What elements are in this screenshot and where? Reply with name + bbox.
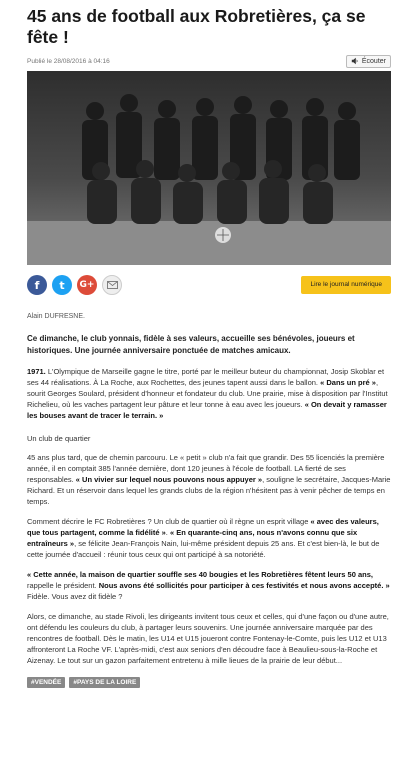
paragraph-1-quote: « Dans un pré » <box>320 378 376 387</box>
paragraph-1-quote: « On devait y ramasser les bouses avant de tracer le terrain. » <box>27 400 387 420</box>
twitter-icon: t <box>59 278 65 292</box>
tag-list <box>27 677 391 688</box>
author: Alain DUFRESNE. <box>27 313 85 320</box>
paragraph-2-quote: « Un vivier sur lequel nous pouvons nous appuyer » <box>75 475 263 484</box>
digital-journal-button[interactable]: Lire le journal numérique <box>301 276 391 294</box>
paragraph-2-text: 45 ans plus tard, que de chemin parcouru. Le « petit » club n'a fait que grandir. Des 55 licenciés la première année, il en comptait 385 l'année dernière, dont 120 jeunes à l'école de football. LA fierté de ses responsables. <box>27 453 385 484</box>
listen-button[interactable] <box>346 55 391 68</box>
paragraph-4-quote: Nous avons été sollicités pour participer à ces festivités et nous avons accepté. » <box>98 581 390 590</box>
mail-icon <box>107 281 118 289</box>
paragraph-1-lead: 1971. <box>27 367 46 376</box>
meta-row <box>27 54 391 68</box>
tag-pays-de-la-loire[interactable]: #PAYS DE LA LOIRE <box>69 677 140 688</box>
paragraph-3-quote: « En quarante-cinq ans, nous n'avons connu que six entraîneurs » <box>27 528 358 548</box>
paragraph-4 <box>27 569 391 602</box>
paragraph-4-text: Fidèle. Vous avez dit fidèle ? <box>27 592 123 601</box>
google-plus-icon: G+ <box>79 280 95 290</box>
article <box>27 0 391 688</box>
team-photo <box>27 71 391 265</box>
team-photo-image <box>27 71 391 265</box>
facebook-icon: f <box>34 278 40 292</box>
tag-vendee[interactable]: #VENDÉE <box>27 677 65 688</box>
page-title: 45 ans de football aux Robretières, ça se fête ! <box>27 6 366 47</box>
paragraph-2 <box>27 452 391 507</box>
paragraph-4-text: rappelle le président. <box>27 581 99 590</box>
paragraph-2-text: , souligne le secrétaire, Jacques-Marie Richard. Et un réservoir dans lequel les grands clubs de la région n'hésitent pas à venir pêcher de temps en temps. <box>27 475 391 506</box>
paragraph-3-text: , se félicite Jean-François Nain, lui-même président depuis 25 ans. Et c'est bien-là, le but de cette journée d'accueil : réunir tous ceux qui ont participé à sa notoriété. <box>27 539 380 559</box>
subheading: Un club de quartier <box>27 434 91 443</box>
publish-date: Publié le 28/08/2016 à 04:16 <box>27 57 110 65</box>
paragraph-3-text: . <box>165 528 170 537</box>
paragraph-3-text: Comment décrire le FC Robretières ? Un club de quartier où il règne un esprit village <box>27 517 311 526</box>
article-lead: Ce dimanche, le club yonnais, fidèle à ses valeurs, accueille ses bénévoles, joueurs et historiques. Une journée anniversaire ponctuée de matches amicaux. <box>27 334 355 355</box>
facebook-share-button[interactable] <box>27 275 47 295</box>
share-row <box>27 274 391 296</box>
paragraph-5: Alors, ce dimanche, au stade Rivoli, les dirigeants invitent tous ceux et celles, qui d'une façon ou d'une autre, ont défendu les couleurs du club, à partager leurs souvenirs. Une journée anniversaire marquée par des rencontres de football. Dès le matin, les U14 et U15 joueront contre Fontenay-le-Comte, puis les U12 et U13 affronteront La Roche VF. L'après-midi, c'est aux seniors d'en découdre face à Beaulieu-sous-la-Roche et Aizenay. Le tout sur un gazon parfaitement entretenu à mille lieues de la prairie de leur début... <box>27 612 389 665</box>
paragraph-3-quote: « avec des valeurs, que tous partagent, comme la fidélité » <box>27 517 379 537</box>
mail-share-button[interactable] <box>102 275 122 295</box>
listen-label: Écouter <box>361 57 386 65</box>
paragraph-1-text: , sourit Georges Soulard, président d'honneur et fondateur du club. Une prairie, mise à disposition par l'Institut Richelieu, où les vaches partagent leur pâture et leur tonne à eau avec les joueurs. <box>27 378 388 409</box>
paragraph-3 <box>27 516 391 560</box>
paragraph-4-quote: « Cette année, la maison de quartier souffle ses 40 bougies et les Robretières fêtent leurs 50 ans, <box>27 570 373 579</box>
paragraph-1 <box>27 366 391 421</box>
twitter-share-button[interactable] <box>52 275 72 295</box>
paragraph-1-text: L'Olympique de Marseille gagne le titre, porté par le meilleur buteur du championnat, Josip Skoblar et ses 44 réalisations. À La Roche, aux Rochettes, des jeunes tapent aussi dans le ballon. <box>27 367 385 387</box>
google-plus-share-button[interactable] <box>77 275 97 295</box>
speaker-icon <box>351 57 359 65</box>
